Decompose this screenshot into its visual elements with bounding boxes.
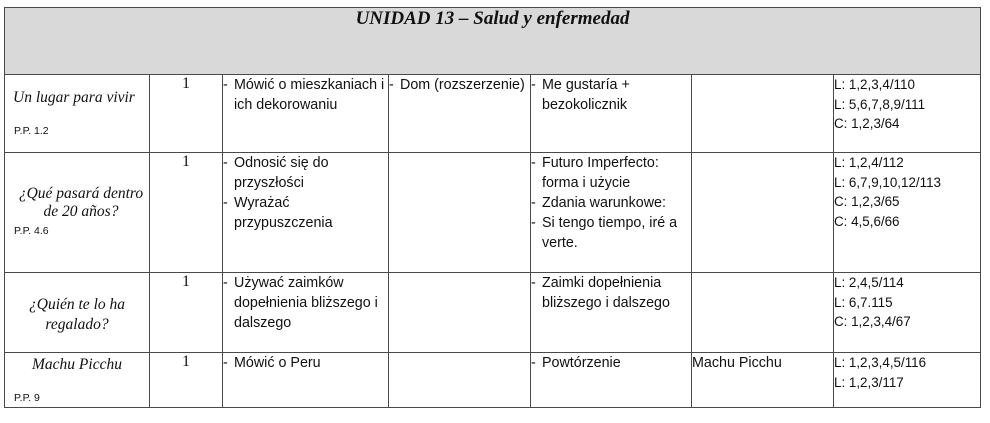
header-row	[5, 8, 981, 75]
list-item: - Powtórzenie	[531, 355, 621, 371]
grammar-cell	[531, 273, 692, 353]
list-item: - Mówić o mieszkaniach i ich dekorowaniu	[223, 77, 385, 113]
list-item: - Zaimki dopełnienia bliższego i dalszego	[531, 275, 670, 311]
grammar-cell	[531, 75, 692, 153]
vocabulary-cell	[389, 75, 531, 153]
culture-cell	[692, 75, 834, 153]
topic-cell	[5, 273, 150, 353]
pp-code: P.P. 1.2	[14, 125, 49, 137]
topic-cell	[5, 353, 150, 408]
topic-cell	[5, 75, 150, 153]
exercises-cell: L: 1,2,4/112 L: 6,7,9,10,12/113 C: 1,2,3/65 C: 4,5,6/66	[834, 153, 981, 273]
objectives-cell	[223, 75, 389, 153]
list-item: - Odnosić się do przyszłości	[223, 155, 329, 191]
list-item: - Me gustaría + bezokolicznik	[531, 77, 630, 113]
exercises-cell: L: 2,4,5/114 L: 6,7.115 C: 1,2,3,4/67	[834, 273, 981, 353]
exercises-cell: L: 1,2,3,4/110 L: 5,6,7,8,9/111 C: 1,2,3/64	[834, 75, 981, 153]
table-row	[5, 75, 981, 153]
list-item: - Dom (rozszerzenie)	[389, 77, 525, 93]
list-item: - Używać zaimków dopełnienia bliższego i dalszego	[223, 275, 378, 331]
vocabulary-cell	[389, 153, 531, 273]
vocabulary-cell	[389, 273, 531, 353]
list-item: - Futuro Imperfecto: forma i użycie	[531, 155, 659, 191]
exercises-cell: L: 1,2,3,4,5/116 L: 1,2,3/117	[834, 353, 981, 408]
list-item: - Mówić o Peru	[223, 355, 321, 371]
grammar-cell	[531, 153, 692, 273]
table-row	[5, 273, 981, 353]
culture-cell	[692, 273, 834, 353]
pp-code: P.P. 4.6	[14, 225, 49, 237]
objectives-cell	[223, 353, 389, 408]
lesson-plan-table	[4, 7, 981, 408]
list-item: - Zdania warunkowe:	[531, 195, 666, 211]
hours-cell: 1	[150, 353, 223, 408]
hours-cell: 1	[150, 75, 223, 153]
unit-title: UNIDAD 13 – Salud y enfermedad	[5, 8, 981, 75]
table-row	[5, 353, 981, 408]
topic-title: Un lugar para vivir	[13, 89, 135, 106]
topic-cell	[5, 153, 150, 273]
topic-title: ¿Quién te lo ha regalado?	[29, 296, 125, 333]
table-row	[5, 153, 981, 273]
topic-title: ¿Qué pasará dentro de 20 años?	[18, 185, 144, 220]
topic-title: Machu Picchu	[32, 356, 122, 373]
list-item: - Si tengo tiempo, iré a verte.	[531, 215, 678, 251]
objectives-cell	[223, 273, 389, 353]
grammar-cell	[531, 353, 692, 408]
hours-cell: 1	[150, 273, 223, 353]
list-item: - Wyrażać przypuszczenia	[223, 195, 333, 231]
culture-cell: Machu Picchu	[692, 353, 834, 408]
pp-code: P.P. 9	[14, 392, 40, 404]
objectives-cell	[223, 153, 389, 273]
hours-cell: 1	[150, 153, 223, 273]
vocabulary-cell	[389, 353, 531, 408]
culture-cell	[692, 153, 834, 273]
